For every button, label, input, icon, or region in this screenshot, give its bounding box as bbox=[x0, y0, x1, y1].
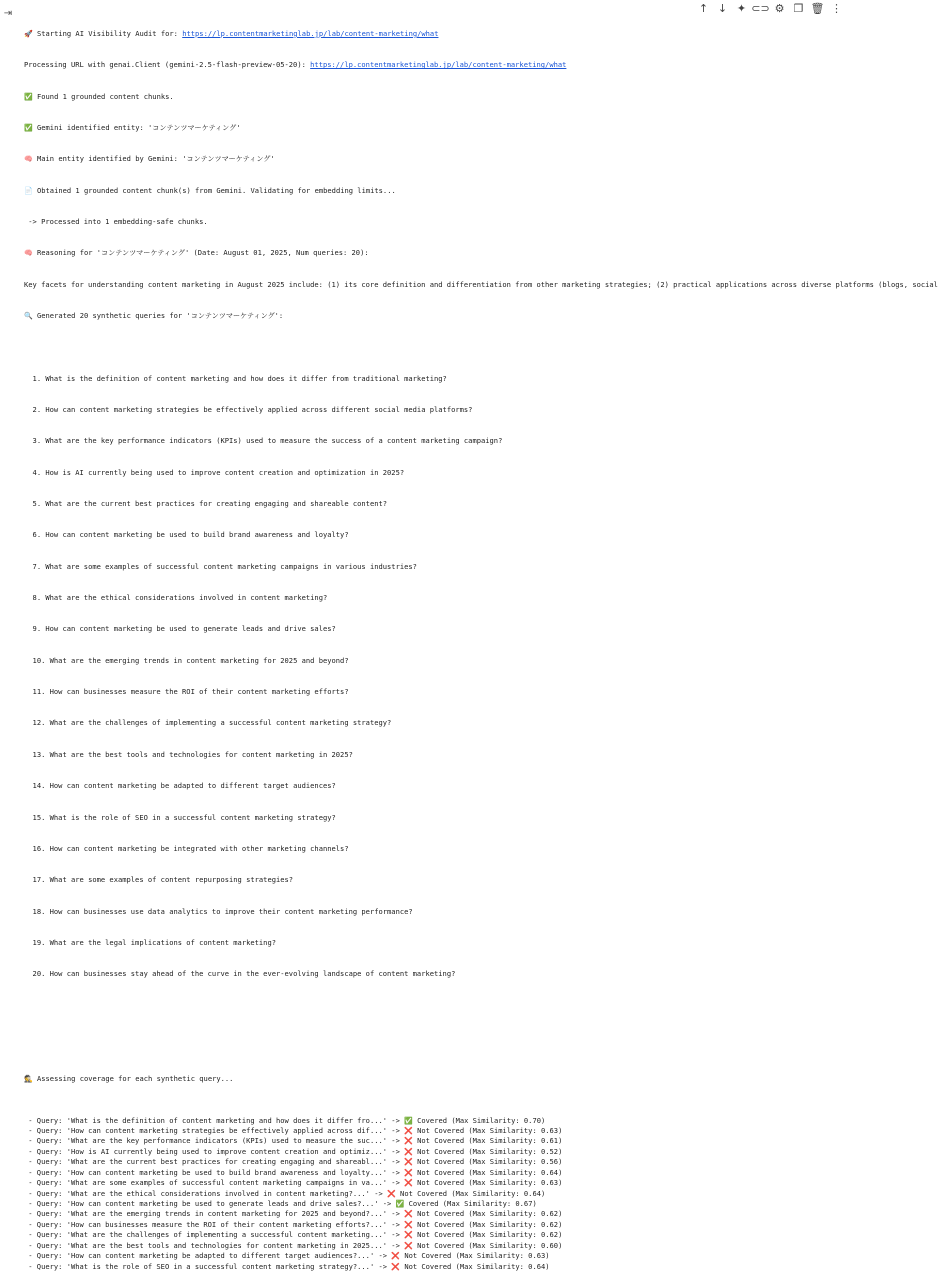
coverage-query: 'How can content marketing strategies be effectively applied across dif...' bbox=[66, 1125, 388, 1135]
coverage-row: - Query: 'How can content marketing be used to build brand awareness and loyalty...' -> ❌ Not Covered (Max Similarity: 0.64) bbox=[24, 1167, 563, 1177]
query-item: 13. What are the best tools and technologies for content marketing in 2025? bbox=[32, 749, 353, 759]
coverage-query: 'What are the current best practices for creating engaging and shareabl...' bbox=[66, 1157, 388, 1167]
coverage-similarity: (Max Similarity: 0.63) bbox=[468, 1125, 563, 1135]
cross-icon: ❌ bbox=[404, 1231, 413, 1240]
coverage-row: - Query: 'What is the role of SEO in a successful content marketing strategy?...' -> ❌ Not Covered (Max Similarity: 0.64) bbox=[24, 1261, 550, 1271]
query-item: 19. What are the legal implications of content marketing? bbox=[32, 937, 276, 947]
coverage-similarity: (Max Similarity: 0.62) bbox=[468, 1209, 563, 1219]
coverage-similarity: (Max Similarity: 0.61) bbox=[468, 1136, 563, 1146]
check-icon: ✅ bbox=[24, 123, 33, 132]
cross-icon: ❌ bbox=[404, 1158, 413, 1167]
coverage-status: Not Covered bbox=[417, 1125, 465, 1135]
coverage-row: - Query: 'How can content marketing be adapted to different target audiences?...' -> ❌ Not Covered (Max Similarity: 0.63) bbox=[24, 1251, 550, 1261]
query-item: 16. How can content marketing be integrated with other marketing channels? bbox=[32, 843, 349, 853]
coverage-status: Covered bbox=[408, 1199, 439, 1209]
log-line-gemini: ✅ Gemini identified entity: 'コンテンツマーケティング' bbox=[24, 122, 241, 132]
coverage-similarity: (Max Similarity: 0.70) bbox=[451, 1115, 546, 1125]
coverage-status: Not Covered bbox=[404, 1261, 452, 1271]
coverage-list bbox=[24, 1116, 849, 1273]
log-line-obtained: 📄 Obtained 1 grounded content chunk(s) from Gemini. Validating for embedding limits... bbox=[24, 185, 396, 195]
gear-icon[interactable]: ⚙ bbox=[774, 1, 785, 15]
log-line-main-entity: 🧠 Main entity identified by Gemini: 'コンテンツマーケティング' bbox=[24, 154, 275, 164]
query-item: 10. What are the emerging trends in content marketing for 2025 and beyond? bbox=[32, 655, 349, 665]
coverage-similarity: (Max Similarity: 0.67) bbox=[442, 1199, 537, 1209]
query-item: 4. How is AI currently being used to improve content creation and optimization in 2025? bbox=[32, 467, 405, 477]
coverage-similarity: (Max Similarity: 0.52) bbox=[468, 1146, 563, 1156]
query-item: 9. How can content marketing be used to generate leads and drive sales? bbox=[32, 624, 336, 634]
query-item: 7. What are some examples of successful content marketing campaigns in various industries? bbox=[32, 561, 417, 571]
log-line-processed: -> Processed into 1 embedding-safe chunks. bbox=[24, 216, 208, 226]
sparkle-icon[interactable]: ✦ bbox=[736, 1, 747, 15]
query-item: 5. What are the current best practices for creating engaging and shareable content? bbox=[32, 499, 388, 509]
coverage-query: 'How is AI currently being used to improve content creation and optimiz...' bbox=[66, 1146, 388, 1156]
coverage-query: 'How can content marketing be used to build brand awareness and loyalty...' bbox=[66, 1167, 388, 1177]
coverage-query: 'What is the role of SEO in a successful content marketing strategy?...' bbox=[66, 1261, 375, 1271]
log-line-assessing: 🕵️ Assessing coverage for each synthetic query... bbox=[24, 1073, 234, 1083]
cross-icon: ❌ bbox=[404, 1137, 413, 1146]
coverage-query: 'How can businesses measure the ROI of their content marketing efforts?...' bbox=[66, 1219, 388, 1229]
check-icon: ✅ bbox=[404, 1116, 413, 1125]
coverage-row: - Query: 'What are some examples of successful content marketing campaigns in va...' -> ❌ Not Covered (Max Similarity: 0.63) bbox=[24, 1178, 563, 1188]
coverage-query: 'What are the key performance indicators (KPIs) used to measure the suc...' bbox=[66, 1136, 388, 1146]
query-item: 1. What is the definition of content marketing and how does it differ from traditional marketing? bbox=[32, 373, 447, 383]
coverage-status: Not Covered bbox=[417, 1136, 465, 1146]
log-line-processing: Processing URL with genai.Client (gemini-2.5-flash-preview-05-20): https://lp.contentmarketinglab.jp/lab/content-marketing/what bbox=[24, 60, 567, 70]
coverage-similarity: (Max Similarity: 0.64) bbox=[451, 1188, 546, 1198]
brain-icon: 🧠 bbox=[24, 155, 33, 164]
coverage-similarity: (Max Similarity: 0.60) bbox=[468, 1240, 563, 1250]
output-gutter bbox=[0, 8, 16, 19]
query-item: 18. How can businesses use data analytics to improve their content marketing performance? bbox=[32, 906, 413, 916]
brain-icon: 🧠 bbox=[24, 249, 33, 258]
coverage-status: Not Covered bbox=[417, 1146, 465, 1156]
coverage-query: 'What are the best tools and technologies for content marketing in 2025...' bbox=[66, 1240, 388, 1250]
query-item: 15. What is the role of SEO in a successful content marketing strategy? bbox=[32, 812, 336, 822]
cross-icon: ❌ bbox=[404, 1241, 413, 1250]
start-url-link[interactable]: https://lp.contentmarketinglab.jp/lab/content-marketing/what bbox=[182, 28, 439, 38]
more-vert-icon[interactable]: ⋮ bbox=[831, 1, 842, 15]
output-toggle-icon[interactable]: ⇥ bbox=[3, 8, 13, 19]
coverage-status: Not Covered bbox=[417, 1240, 465, 1250]
cross-icon: ❌ bbox=[404, 1179, 413, 1188]
log-line-found: ✅ Found 1 grounded content chunks. bbox=[24, 91, 174, 101]
coverage-status: Not Covered bbox=[417, 1230, 465, 1240]
coverage-row: - Query: 'What are the emerging trends in content marketing for 2025 and beyond?...' -> ❌ Not Covered (Max Similarity: 0.62) bbox=[24, 1209, 563, 1219]
log-line-generated: 🔍 Generated 20 synthetic queries for 'コンテンツマーケティング': bbox=[24, 311, 284, 320]
cross-icon: ❌ bbox=[404, 1126, 413, 1135]
coverage-status: Not Covered bbox=[417, 1167, 465, 1177]
cell-output bbox=[24, 8, 938, 1283]
query-item: 6. How can content marketing be used to build brand awareness and loyalty? bbox=[32, 530, 349, 540]
coverage-row: - Query: 'How can businesses measure the ROI of their content marketing efforts?...' -> ❌ Not Covered (Max Similarity: 0.62) bbox=[24, 1219, 563, 1229]
coverage-query: 'How can content marketing be adapted to different target audiences?...' bbox=[66, 1251, 375, 1261]
query-item: 20. How can businesses stay ahead of the curve in the ever-evolving landscape of content marketing? bbox=[32, 969, 456, 979]
coverage-query: 'What are the challenges of implementing a successful content marketing...' bbox=[66, 1230, 388, 1240]
cross-icon: ❌ bbox=[387, 1189, 396, 1198]
coverage-status: Not Covered bbox=[417, 1209, 465, 1219]
coverage-query: 'What are the emerging trends in content marketing for 2025 and beyond?...' bbox=[66, 1209, 388, 1219]
cross-icon: ❌ bbox=[404, 1210, 413, 1219]
query-item: 11. How can businesses measure the ROI of their content marketing efforts? bbox=[32, 687, 349, 697]
coverage-row: - Query: 'What are the ethical considerations involved in content marketing?...' -> ❌ Not Covered (Max Similarity: 0.64) bbox=[24, 1188, 546, 1198]
coverage-status: Not Covered bbox=[417, 1157, 465, 1167]
blank-line bbox=[24, 1032, 849, 1042]
query-item: 2. How can content marketing strategies be effectively applied across different social media platforms? bbox=[32, 405, 473, 415]
cross-icon: ❌ bbox=[391, 1252, 401, 1261]
coverage-similarity: (Max Similarity: 0.64) bbox=[455, 1261, 550, 1271]
cross-icon: ❌ bbox=[391, 1262, 401, 1271]
query-item: 3. What are the key performance indicators (KPIs) used to measure the success of a content marketing campaign? bbox=[32, 436, 503, 446]
coverage-status: Covered bbox=[417, 1115, 448, 1125]
coverage-similarity: (Max Similarity: 0.63) bbox=[455, 1251, 550, 1261]
log-line-start: 🚀 Starting AI Visibility Audit for: https://lp.contentmarketinglab.jp/lab/content-marketing/what bbox=[24, 28, 439, 38]
magnifier-icon: 🔍 bbox=[24, 312, 33, 320]
coverage-row: - Query: 'What are the challenges of implementing a successful content marketing...' -> ❌ Not Covered (Max Similarity: 0.62) bbox=[24, 1230, 563, 1240]
cross-icon: ❌ bbox=[404, 1168, 413, 1177]
coverage-row: - Query: 'What are the best tools and technologies for content marketing in 2025...' -> ❌ Not Covered (Max Similarity: 0.60) bbox=[24, 1240, 563, 1250]
coverage-query: 'What are the ethical considerations involved in content marketing?...' bbox=[66, 1188, 370, 1198]
rocket-icon: 🚀 bbox=[24, 29, 33, 38]
arrow-down-icon[interactable]: ↓ bbox=[717, 1, 728, 15]
coverage-similarity: (Max Similarity: 0.63) bbox=[468, 1178, 563, 1188]
check-icon: ✅ bbox=[24, 92, 33, 101]
coverage-row: - Query: 'What are the current best practices for creating engaging and shareabl...' -> ❌ Not Covered (Max Similarity: 0.56) bbox=[24, 1157, 563, 1167]
query-item: 12. What are the challenges of implementing a successful content marketing strategy? bbox=[32, 718, 392, 728]
link-icon[interactable]: ⊂⊃ bbox=[751, 1, 770, 15]
coverage-status: Not Covered bbox=[417, 1219, 465, 1229]
arrow-up-icon[interactable]: ↑ bbox=[698, 1, 709, 15]
query-list bbox=[24, 353, 849, 1001]
coverage-row: - Query: 'What is the definition of content marketing and how does it differ fro...' -> ✅ Covered (Max Similarity: 0.70) bbox=[24, 1115, 546, 1125]
coverage-query: 'What are some examples of successful content marketing campaigns in va...' bbox=[66, 1178, 388, 1188]
cross-icon: ❌ bbox=[404, 1220, 413, 1229]
query-item: 8. What are the ethical considerations involved in content marketing? bbox=[32, 593, 328, 603]
coverage-status: Not Covered bbox=[404, 1251, 452, 1261]
coverage-similarity: (Max Similarity: 0.62) bbox=[468, 1230, 563, 1240]
coverage-similarity: (Max Similarity: 0.64) bbox=[468, 1167, 563, 1177]
detective-icon: 🕵️ bbox=[24, 1074, 33, 1083]
coverage-row: - Query: 'What are the key performance indicators (KPIs) used to measure the suc...' -> ❌ Not Covered (Max Similarity: 0.61) bbox=[24, 1136, 563, 1146]
coverage-similarity: (Max Similarity: 0.62) bbox=[468, 1219, 563, 1229]
coverage-status: Not Covered bbox=[400, 1188, 448, 1198]
query-item: 17. What are some examples of content repurposing strategies? bbox=[32, 875, 294, 885]
log-line-reasoning: 🧠 Reasoning for 'コンテンツマーケティング' (Date: August 01, 2025, Num queries: 20): bbox=[24, 248, 369, 258]
log-line-facets: Key facets for understanding content marketing in August 2025 include: (1) its core definition and differentiation from other marketing strategies; (2) practical applications across diverse platforms (blogs, social bbox=[24, 279, 938, 289]
coverage-row: - Query: 'How can content marketing be used to generate leads and drive sales?...' -> ✅ Covered (Max Similarity: 0.67) bbox=[24, 1199, 537, 1209]
processing-url-link[interactable]: https://lp.contentmarketinglab.jp/lab/content-marketing/what bbox=[310, 60, 567, 70]
coverage-status: Not Covered bbox=[417, 1178, 465, 1188]
check-icon: ✅ bbox=[395, 1200, 405, 1209]
trash-icon[interactable]: 🗑 bbox=[810, 1, 825, 15]
coverage-similarity: (Max Similarity: 0.56) bbox=[468, 1157, 563, 1167]
coverage-row: - Query: 'How is AI currently being used to improve content creation and optimiz...' -> ❌ Not Covered (Max Similarity: 0.52) bbox=[24, 1146, 563, 1156]
coverage-row: - Query: 'How can content marketing strategies be effectively applied across dif...' -> ❌ Not Covered (Max Similarity: 0.63) bbox=[24, 1125, 563, 1135]
query-item: 14. How can content marketing be adapted to different target audiences? bbox=[32, 781, 336, 791]
coverage-query: 'How can content marketing be used to generate leads and drive sales?...' bbox=[66, 1199, 379, 1209]
mirror-icon[interactable]: ❐ bbox=[793, 1, 804, 15]
coverage-query: 'What is the definition of content marketing and how does it differ fro...' bbox=[66, 1115, 388, 1125]
document-icon: 📄 bbox=[24, 186, 33, 195]
cross-icon: ❌ bbox=[404, 1147, 413, 1156]
